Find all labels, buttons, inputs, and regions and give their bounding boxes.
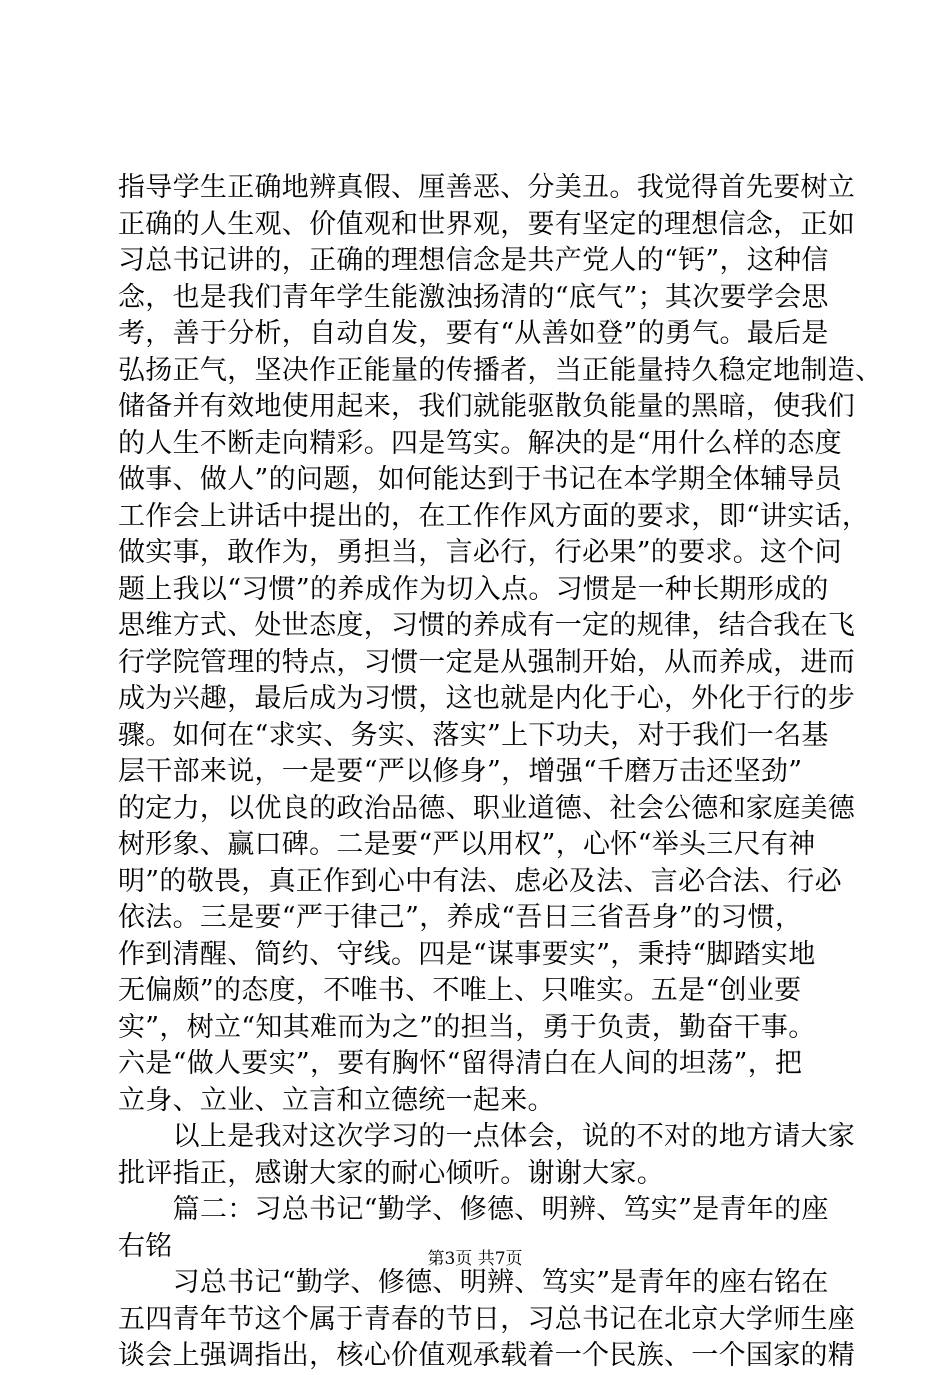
body-text — [118, 170, 883, 1375]
text-line: 考，善于分析，自动自发，要有“从善如登”的勇气。最后是 — [118, 318, 829, 349]
text-line: 明”的敬畏，真正作到心中有法、虑必及法、言必合法、行必 — [118, 865, 842, 897]
text-line: 成为兴趣，最后成为习惯，这也就是内化于心，外化于行的步 — [118, 683, 856, 714]
section-heading-line: 篇二：习总书记“勤学、修德、明辨、笃实”是青年的座 — [118, 1194, 829, 1225]
text-line: 指导学生正确地辨真假、厘善恶、分美丑。我觉得首先要树立 — [118, 172, 856, 203]
text-line: 立身、立业、立言和立德统一起来。 — [118, 1084, 555, 1116]
text-line: 实”，树立“知其难而为之”的担当，勇于负责，勤奋干事。 — [118, 1011, 816, 1043]
text-line: 弘扬正气，坚决作正能量的传播者，当正能量持久稳定地制造、 — [118, 354, 883, 386]
text-line: 五四青年节这个属于青春的节日，习总书记在北京大学师生座 — [118, 1303, 856, 1335]
text-line: 念，也是我们青年学生能激浊扬清的“底气”；其次要学会思 — [118, 281, 829, 313]
text-line: 批评指正，感谢大家的耐心倾听。谢谢大家。 — [118, 1157, 664, 1189]
text-line: 正确的人生观、价值观和世界观，要有坚定的理想信念，正如 — [118, 208, 856, 240]
text-line: 树形象、赢口碑。二是要“严以用权”，心怀“举头三尺有神 — [118, 829, 816, 860]
text-line: 骤。如何在“求实、务实、落实”上下功夫，对于我们一名基 — [118, 719, 829, 751]
text-line: 做事、做人”的问题，如何能达到于书记在本学期全体辅导员 — [118, 464, 842, 495]
text-line: 习总书记讲的，正确的理想信念是共产党人的“钙”，这种信 — [118, 245, 829, 276]
page-number-footer: 第3页 共7页 — [427, 1249, 523, 1269]
text-line: 习总书记“勤学、修德、明辨、笃实”是青年的座右铭在 — [118, 1267, 829, 1298]
text-line: 的人生不断走向精彩。四是笃实。解决的是“用什么样的态度 — [118, 427, 842, 459]
text-line: 思维方式、处世态度，习惯的养成有一定的规律，结合我在飞 — [118, 610, 856, 641]
section-heading-line: 右铭 — [118, 1230, 173, 1262]
text-line: 以上是我对这次学习的一点体会，说的不对的地方请大家 — [118, 1121, 856, 1152]
text-line: 无偏颇”的态度，不唯书、不唯上、只唯实。五是“创业要 — [118, 975, 802, 1006]
text-line: 作到清醒、简约、守线。四是“谋事要实”，秉持“脚踏实地 — [118, 938, 816, 970]
text-line: 层干部来说，一是要“严以修身”，增强“千磨万击还坚劲” — [118, 756, 803, 787]
text-line: 行学院管理的特点，习惯一定是从强制开始，从而养成，进而 — [118, 646, 856, 678]
text-line: 依法。三是要“严于律己”，养成“吾日三省吾身”的习惯， — [118, 902, 803, 933]
text-line: 六是“做人要实”，要有胸怀“留得清白在人间的坦荡”，把 — [118, 1048, 803, 1079]
text-line: 谈会上强调指出，核心价值观承载着一个民族、一个国家的精 — [118, 1340, 856, 1371]
text-line: 工作会上讲话中提出的，在工作作风方面的要求，即“讲实话， — [118, 500, 870, 532]
text-line: 的定力，以优良的政治品德、职业道德、社会公德和家庭美德 — [118, 792, 856, 824]
text-line: 储备并有效地使用起来，我们就能驱散负能量的黑暗，使我们 — [118, 391, 856, 422]
text-line: 题上我以“习惯”的养成作为切入点。习惯是一种长期形成的 — [118, 573, 829, 605]
text-line: 做实事，敢作为，勇担当，言必行，行必果”的要求。这个问 — [118, 537, 842, 568]
